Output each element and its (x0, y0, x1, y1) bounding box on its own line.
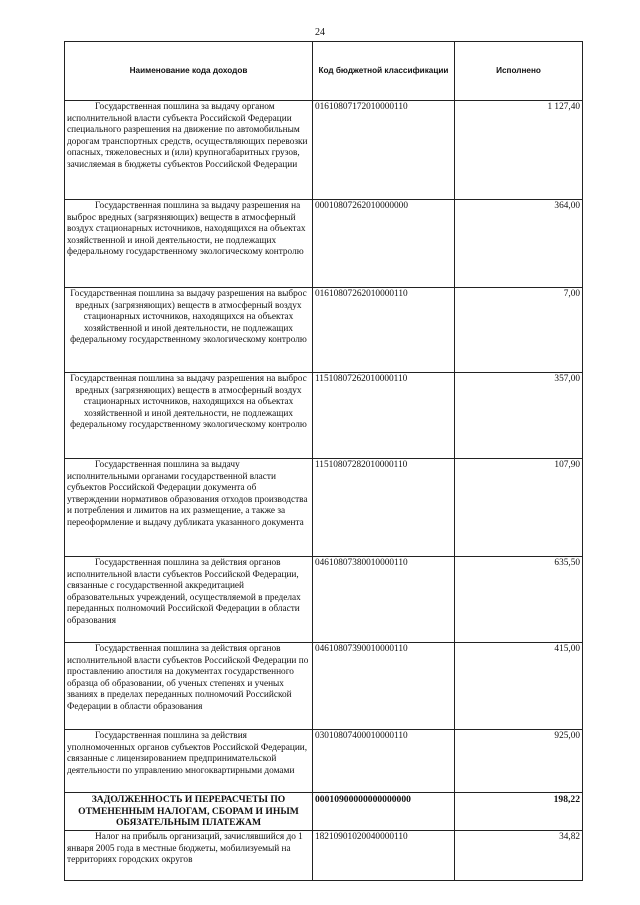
table-row (65, 643, 583, 730)
executed-value: 925,00 (455, 730, 583, 793)
income-name: Государственная пошлина за выдачу органом исполнительной власти субъекта Российской Федерации специального разрешения на движение по автомобильным дорогам транспортных средств, осуществляющих перевозки опасных, тяжеловесных и (или) крупногабаритных грузов, зачисляемая в бюджеты субъектов Российской Федерации (65, 101, 313, 200)
executed-value: 357,00 (455, 373, 583, 459)
budget-code: 00010900000000000000 (313, 793, 455, 831)
table-row (65, 557, 583, 643)
budget-table (64, 41, 583, 881)
budget-code: 03010807400010000110 (313, 730, 455, 793)
executed-value: 415,00 (455, 643, 583, 730)
header-executed: Исполнено (455, 42, 583, 101)
executed-value: 364,00 (455, 200, 583, 288)
section-name: ЗАДОЛЖЕННОСТЬ И ПЕРЕРАСЧЕТЫ ПО ОТМЕНЕННЫМ НАЛОГАМ, СБОРАМ И ИНЫМ ОБЯЗАТЕЛЬНЫМ ПЛАТЕЖАМ (65, 793, 313, 831)
table-row (65, 831, 583, 881)
executed-value: 7,00 (455, 288, 583, 373)
budget-code: 04610807380010000110 (313, 557, 455, 643)
executed-value: 635,50 (455, 557, 583, 643)
income-name: Налог на прибыль организаций, зачислявшийся до 1 января 2005 года в местные бюджеты, мобилизуемый на территориях городских округов (65, 831, 313, 881)
income-name: Государственная пошлина за действия органов исполнительной власти субъектов Российской Федерации, связанные с государственной аккредитацией образовательных учреждений, осуществляемой в пределах переданных полномочий Российской Федерации в области образования (65, 557, 313, 643)
income-name: Государственная пошлина за выдачу разрешения на выброс вредных (загрязняющих) веществ в атмосферный воздух стационарных источников, находящихся на объектах хозяйственной и иной деятельности, не подлежащих федеральному государственному экологическому контролю (65, 373, 313, 459)
budget-code: 00010807262010000000 (313, 200, 455, 288)
income-name: Государственная пошлина за выдачу разрешения на выброс вредных (загрязняющих) веществ в атмосферный воздух стационарных источников, находящихся на объектах хозяйственной и иной деятельности, не подлежащих федеральному государственному экологическому контролю (65, 200, 313, 288)
header-code: Код бюджетной классификации (313, 42, 455, 101)
table-row-section (65, 793, 583, 831)
income-name: Государственная пошлина за действия органов исполнительной власти субъектов Российской Федерации по проставлению апостиля на документах государственного образца об образовании, об ученых степенях и ученых званиях в пределах переданных полномочий Российской Федерации в области образования (65, 643, 313, 730)
budget-code: 18210901020040000110 (313, 831, 455, 881)
executed-value: 34,82 (455, 831, 583, 881)
table-row (65, 101, 583, 200)
table-row (65, 200, 583, 288)
budget-code: 11510807282010000110 (313, 459, 455, 557)
table-row (65, 288, 583, 373)
table-row (65, 459, 583, 557)
executed-value: 198,22 (455, 793, 583, 831)
executed-value: 1 127,40 (455, 101, 583, 200)
executed-value: 107,90 (455, 459, 583, 557)
income-name: Государственная пошлина за действия уполномоченных органов субъектов Российской Федерации, связанные с лицензированием предпринимательской деятельности по управлению многоквартирными домами (65, 730, 313, 793)
table-row (65, 730, 583, 793)
income-name: Государственная пошлина за выдачу исполнительными органами государственной власти субъектов Российской Федерации документа об утверждении нормативов образования отходов производства и потребления и лимитов на их размещение, а также за переоформление и выдачу дубликата указанного документа (65, 459, 313, 557)
budget-code: 11510807262010000110 (313, 373, 455, 459)
table-header-row (65, 42, 583, 101)
income-name: Государственная пошлина за выдачу разрешения на выброс вредных (загрязняющих) веществ в атмосферный воздух стационарных источников, находящихся на объектах хозяйственной и иной деятельности, не подлежащих федеральному государственному экологическому контролю (65, 288, 313, 373)
header-name: Наименование кода доходов (65, 42, 313, 101)
budget-code: 04610807390010000110 (313, 643, 455, 730)
budget-code: 01610807262010000110 (313, 288, 455, 373)
page-number: 24 (315, 27, 325, 38)
budget-code: 01610807172010000110 (313, 101, 455, 200)
table-body (65, 101, 583, 881)
table-row (65, 373, 583, 459)
